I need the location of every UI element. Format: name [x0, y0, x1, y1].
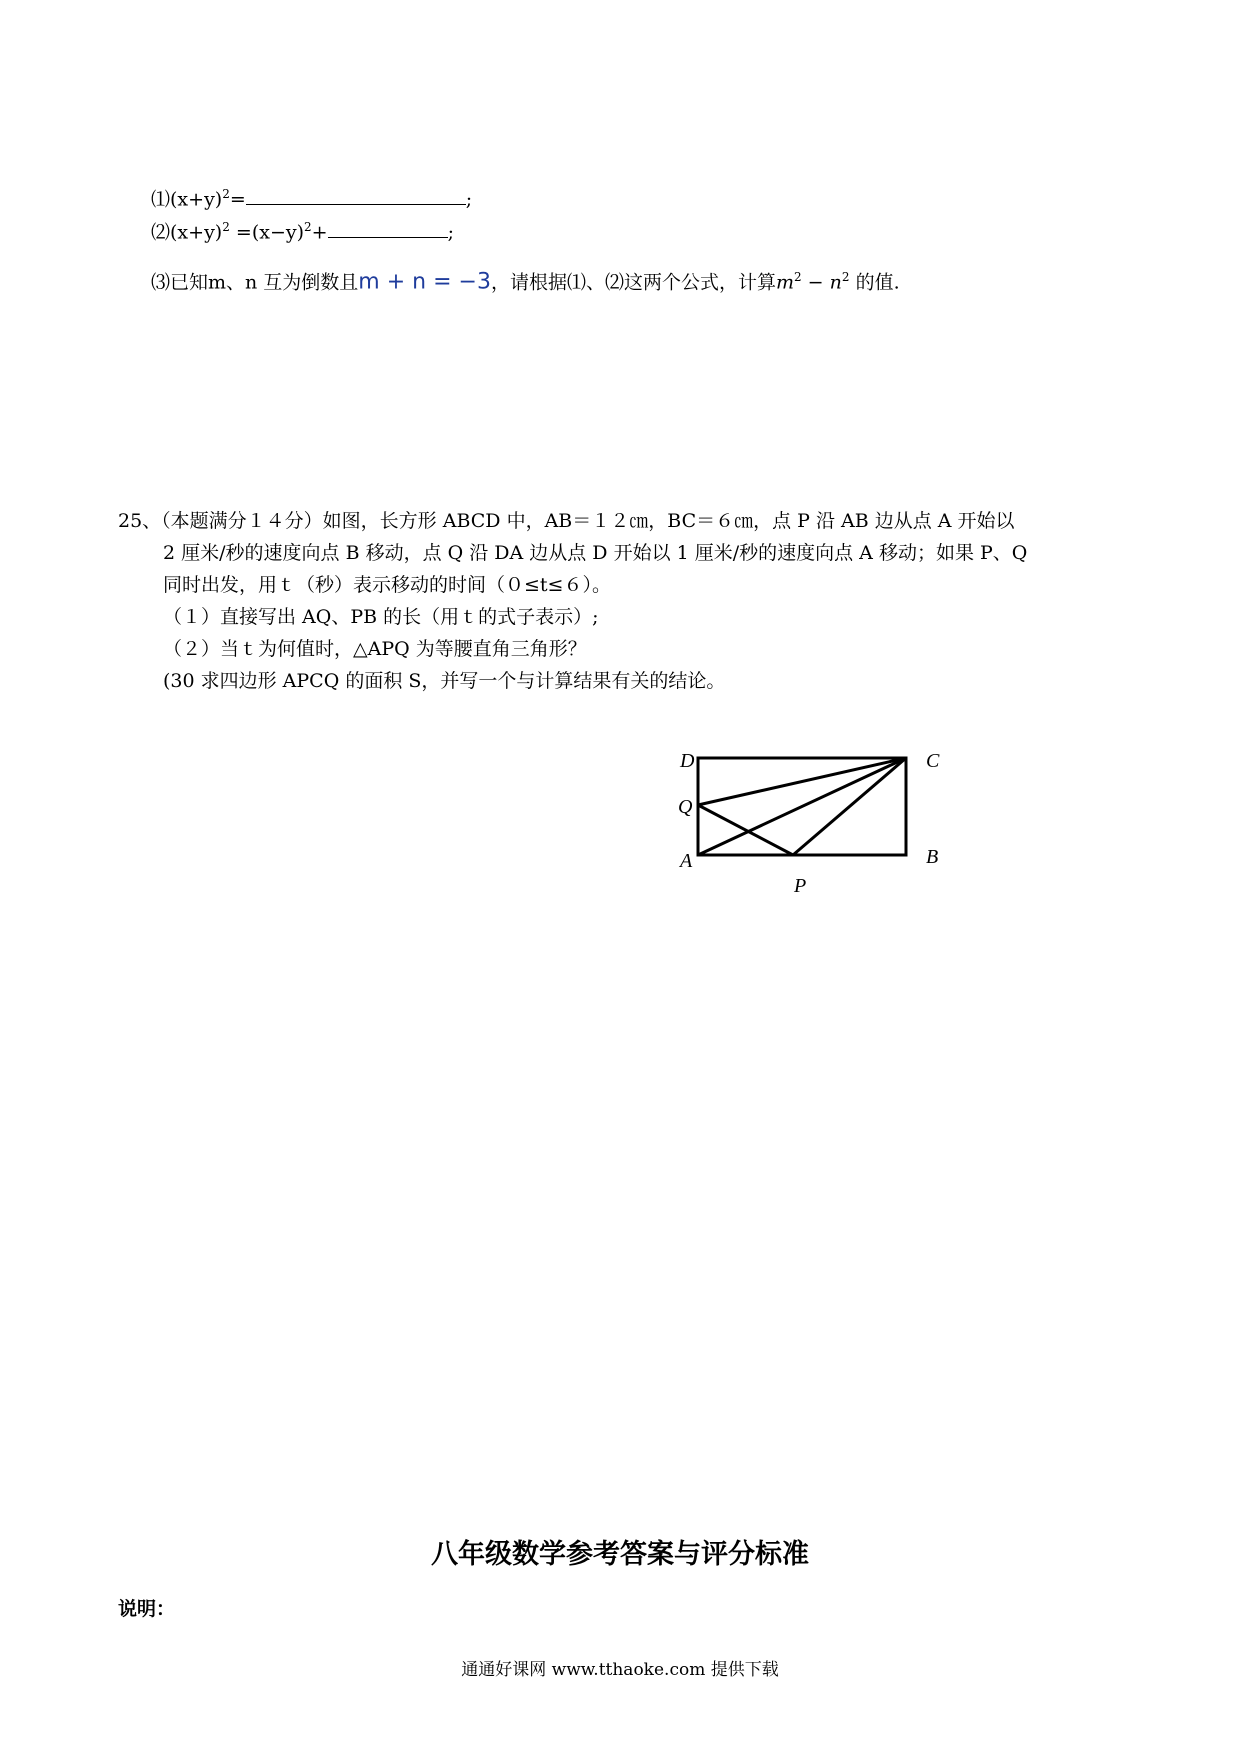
item2-sup: 2 [222, 220, 230, 234]
item2-sup2: 2 [304, 220, 312, 234]
segment-ac [698, 758, 906, 855]
answer-blank-1[interactable] [246, 186, 466, 205]
item1-tail: = [229, 188, 246, 211]
q25-line2: 2 厘米/秒的速度向点 B 移动，点 Q 沿 DA 边从点 D 开始以 1 厘米/秒的速度向点 A 移动；如果 P、Q [163, 542, 1028, 564]
item2-label: ⑵ [151, 221, 171, 244]
item2-expr: (x+y) [170, 221, 223, 244]
item1-label: ⑴ [151, 188, 171, 211]
q25-part2: （２）当ｔ为何值时，△APQ 为等腰直角三角形？ [163, 638, 587, 660]
item2-end: ; [447, 221, 454, 244]
q24-item1 [151, 181, 472, 212]
item3-middle: ，请根据⑴、⑵这两个公式，计算 [490, 271, 776, 294]
item2-tail: + [311, 221, 328, 244]
answer-blank-2[interactable] [328, 219, 448, 238]
item3-minus: − [801, 271, 830, 294]
q25-line3: 同时出发，用ｔ（秒）表示移动的时间（０≤t≤６）。 [163, 574, 611, 596]
label-q: Q [678, 796, 693, 818]
q24-item2 [151, 214, 454, 245]
item3-sup2: 2 [841, 270, 850, 284]
label-d: D [680, 750, 695, 772]
rectangle-figure [660, 740, 960, 900]
segment-pc [793, 758, 906, 855]
segment-qc [698, 758, 906, 805]
item1-expr: (x+y) [170, 188, 223, 211]
answer-title: 八年级数学参考答案与评分标准 [431, 1539, 809, 1570]
item3-formula: m + n = −3 [358, 269, 491, 295]
label-b: B [926, 846, 939, 868]
footer: 通通好课网 www.tthaoke.com 提供下载 [461, 1660, 779, 1680]
item3-m: m [775, 271, 794, 294]
item1-sup: 2 [222, 187, 230, 201]
label-c: C [926, 750, 940, 772]
item3-suffix: 的值. [849, 271, 900, 294]
item3-sup1: 2 [794, 270, 802, 284]
label-p: P [794, 875, 807, 897]
note-label: 说明： [118, 1598, 176, 1620]
q25-part1: （１）直接写出 AQ、PB 的长（用ｔ的式子表示）; [163, 606, 599, 628]
item3-n: n [829, 271, 842, 294]
q25-line1: 25、（本题满分１４分）如图，长方形 ABCD 中，AB＝１２㎝，BC＝６㎝，点 P 沿 AB 边从点 A 开始以 [118, 510, 1015, 532]
item2-mid: =(x−y) [229, 221, 305, 244]
item1-end: ; [465, 188, 473, 211]
q25-part3: (30 求四边形 APCQ 的面积 S，并写一个与计算结果有关的结论。 [163, 670, 726, 692]
item3-prefix: ⑶已知m、n 互为倒数且 [151, 271, 359, 294]
q24-item3 [151, 264, 900, 295]
label-a: A [680, 850, 693, 872]
